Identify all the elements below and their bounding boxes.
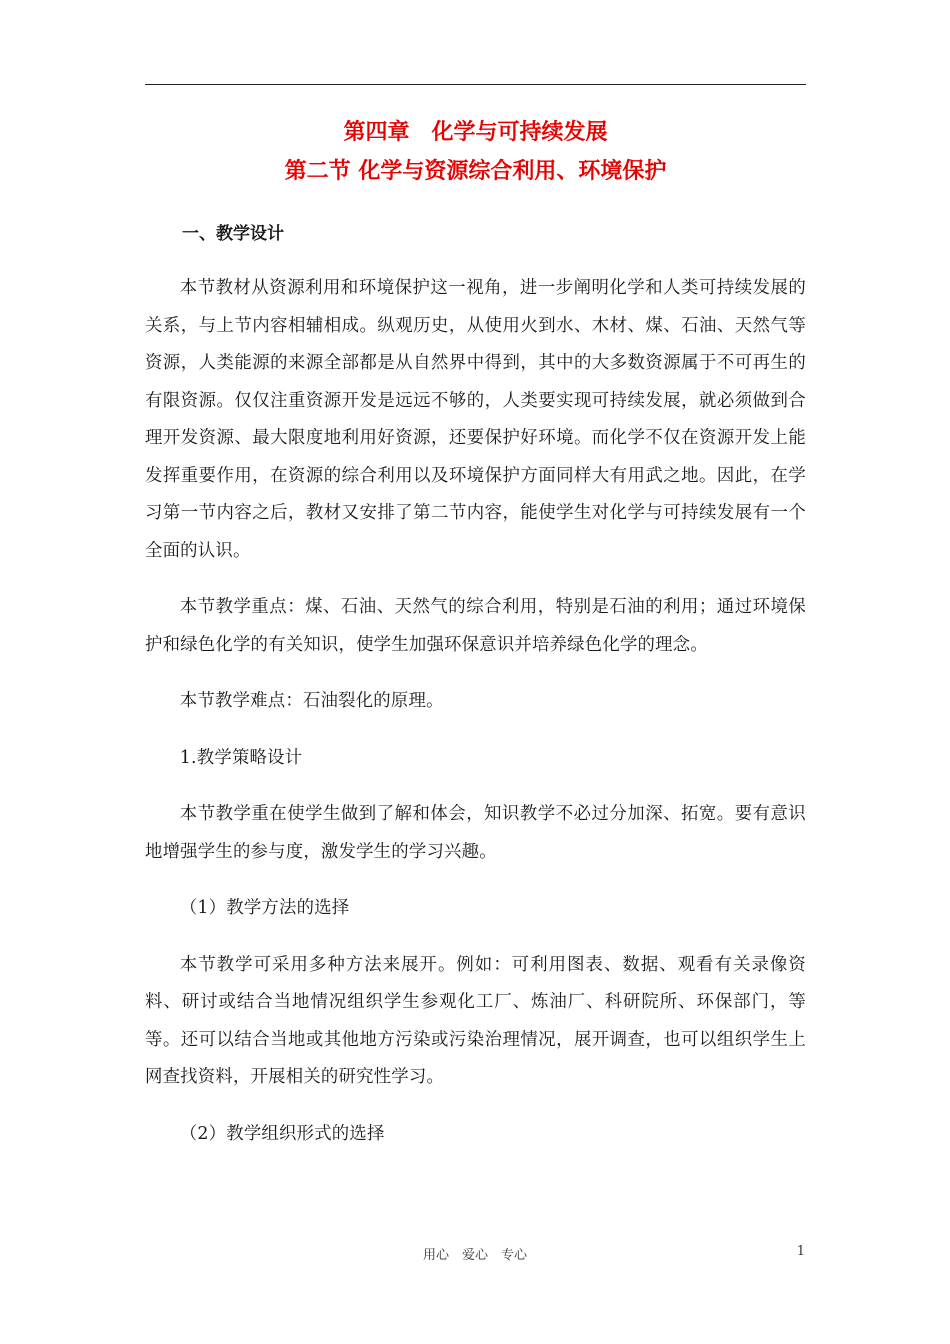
subheading-methods: （1）教学方法的选择: [179, 898, 350, 918]
page-number: 1: [796, 1244, 805, 1259]
paragraph-strategy: 本节教学重在使学生做到了解和体会，知识教学不必过分加深、拓宽。要有意识地增强学生的参与度，激发学生的学习兴趣。: [145, 804, 806, 862]
paragraph-intro: 本节教材从资源利用和环境保护这一视角，进一步阐明化学和人类可持续发展的关系，与上节内容相辅相成。纵观历史，从使用火到水、木材、煤、石油、天然气等资源，人类能源的来源全部都是从自然界中得到，其中的大多数资源属于不可再生的有限资源。仅仅注重资源开发是远远不够的，人类要实现可持续发展，就必须做到合理开发资源、最大限度地利用好资源，还要保护好环境。而化学不仅在资源开发上能发挥重要作用，在资源的综合利用以及环境保护方面同样大有用武之地。因此，在学习第一节内容之后，教材又安排了第二节内容，能使学生对化学与可持续发展有一个全面的认识。: [145, 278, 806, 561]
footer-motto: 用心 爱心 专心: [422, 1248, 527, 1263]
document-body: [145, 270, 806, 1153]
chapter-title: 第四章 化学与可持续发展: [343, 120, 608, 145]
section-heading: 一、教学设计: [182, 224, 284, 244]
subheading-strategy: 1.教学策略设计: [179, 747, 303, 768]
section-title: 第二节 化学与资源综合利用、环境保护: [284, 159, 667, 184]
paragraph-methods: 本节教学可采用多种方法来展开。例如：可利用图表、数据、观看有关录像资料、研讨或结合当地情况组织学生参观化工厂、炼油厂、科研院所、环保部门，等等。还可以结合当地或其他地方污染或污染治理情况，展开调查，也可以组织学生上网查找资料，开展相关的研究性学习。: [145, 954, 806, 1087]
paragraph-key-points: 本节教学重点：煤、石油、天然气的综合利用，特别是石油的利用；通过环境保护和绿色化学的有关知识，使学生加强环保意识并培养绿色化学的理念。: [145, 597, 806, 655]
subheading-organization: （2）教学组织形式的选择: [179, 1123, 385, 1144]
header-rule: [145, 84, 806, 85]
paragraph-difficulty: 本节教学难点：石油裂化的原理。: [179, 691, 444, 711]
